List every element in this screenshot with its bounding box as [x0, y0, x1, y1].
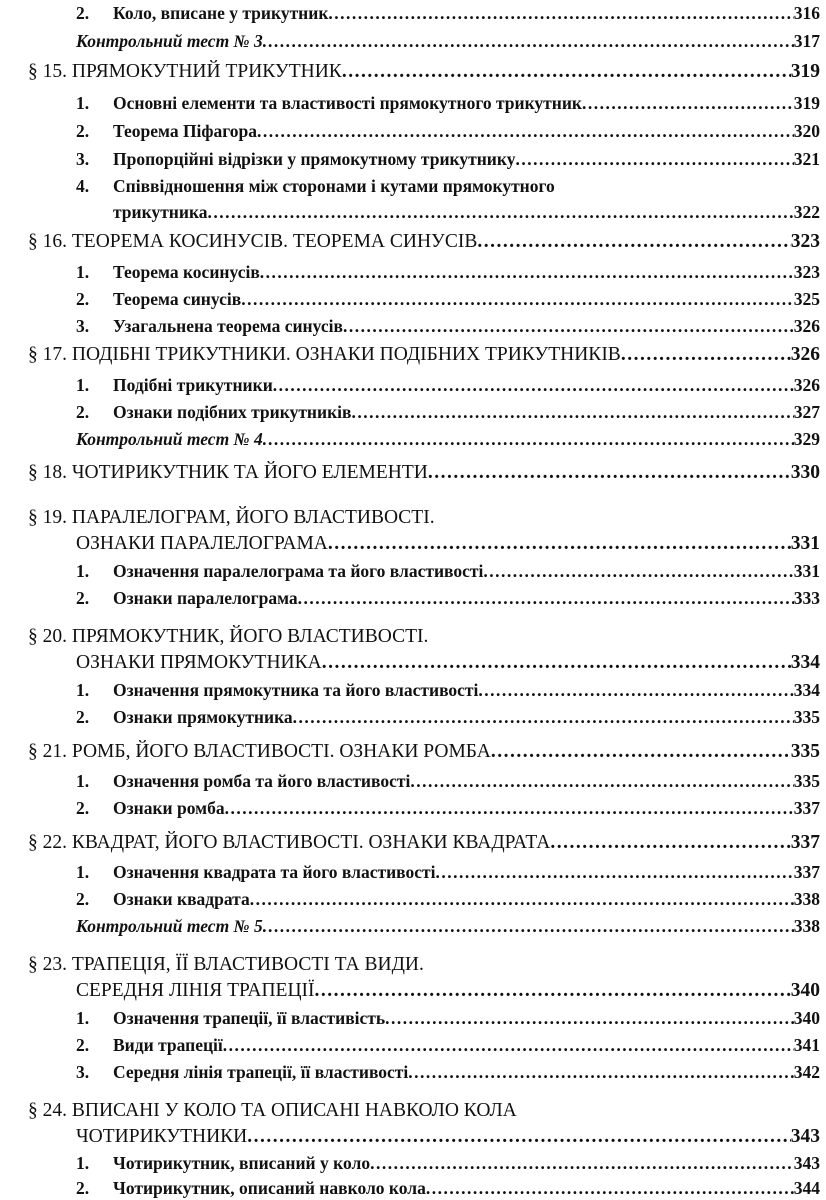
- entry-number: 2.: [76, 1178, 90, 1198]
- leader-dots: [515, 149, 793, 170]
- entry-title: Середня лінія трапеції, її властивості: [113, 1062, 409, 1082]
- page-number: 331: [793, 561, 820, 581]
- toc-entry: [76, 402, 820, 423]
- leader-dots: [273, 375, 794, 396]
- page-number: 343: [793, 1153, 820, 1173]
- leader-dots: [328, 3, 793, 24]
- entry-number: 3.: [76, 316, 90, 336]
- entry-number: 1.: [76, 93, 90, 113]
- entry-number: 2.: [76, 798, 90, 818]
- toc-entry: [76, 121, 820, 142]
- toc-section-continuation: [76, 533, 820, 555]
- page-number: 337: [790, 832, 820, 853]
- page-number: 327: [793, 402, 820, 422]
- section-title-continued: СЕРЕДНЯ ЛІНІЯ ТРАПЕЦІЇ: [76, 980, 315, 1001]
- page-number: 344: [793, 1178, 820, 1198]
- entry-title: Ознаки подібних трикутників: [113, 402, 352, 422]
- entry-number: 1.: [76, 680, 90, 700]
- section-title: § 20. ПРЯМОКУТНИК, ЙОГО ВЛАСТИВОСТІ.: [28, 626, 429, 647]
- page-number: 335: [793, 707, 820, 727]
- page-number: 338: [793, 916, 820, 936]
- entry-number: 2.: [76, 588, 90, 608]
- entry-title: Чотирикутник, описаний навколо кола: [113, 1178, 426, 1198]
- section-title: § 19. ПАРАЛЕЛОГРАМ, ЙОГО ВЛАСТИВОСТІ.: [28, 507, 435, 528]
- toc-entry: [76, 93, 820, 114]
- entry-number: 2.: [76, 289, 90, 309]
- entry-title: Означення трапеції, її властивість: [113, 1008, 386, 1028]
- page-number: 334: [790, 652, 820, 673]
- leader-dots: [257, 121, 794, 142]
- page-number: 316: [793, 3, 820, 23]
- toc-entry: [76, 680, 820, 701]
- leader-dots: [263, 429, 794, 450]
- toc-entry: [76, 1035, 820, 1056]
- entry-number: 1.: [76, 862, 90, 882]
- toc-entry: [76, 771, 820, 792]
- entry-number: 2.: [76, 3, 90, 23]
- leader-dots: [426, 1178, 794, 1199]
- section-title-continued: ЧОТИРИКУТНИКИ: [76, 1126, 248, 1147]
- entry-title: Означення квадрата та його властивості: [113, 862, 436, 882]
- section-title-continued: ОЗНАКИ ПРЯМОКУТНИКА: [76, 652, 322, 673]
- toc-entry-continuation: [113, 202, 820, 223]
- toc-section-entry: [28, 832, 820, 854]
- toc-entry: [76, 1153, 820, 1174]
- entry-title: Чотирикутник, вписаний у коло: [113, 1153, 371, 1173]
- entry-title: Означення прямокутника та його властивості: [113, 680, 479, 700]
- toc-section-entry: [28, 344, 820, 366]
- toc-entry: [76, 375, 820, 396]
- entry-title: Теорема косинусів: [113, 262, 260, 282]
- entry-title: Означення ромба та його властивості: [113, 771, 411, 791]
- page-number: 334: [793, 680, 820, 700]
- page-number: 340: [793, 1008, 820, 1028]
- page-number: 321: [793, 149, 820, 169]
- leader-dots: [491, 741, 791, 763]
- entry-number: 1.: [76, 375, 90, 395]
- entry-number: 1.: [76, 771, 90, 791]
- leader-dots: [343, 316, 794, 337]
- page-number: 335: [793, 771, 820, 791]
- leader-dots: [263, 916, 794, 937]
- toc-entry: [76, 262, 820, 283]
- entry-title: Ознаки квадрата: [113, 889, 250, 909]
- toc-section-continuation: [76, 980, 820, 1002]
- leader-dots: [241, 289, 794, 310]
- toc-test-entry: [76, 429, 820, 450]
- page-number: 320: [793, 121, 820, 141]
- section-title: § 16. ТЕОРЕМА КОСИНУСІВ. ТЕОРЕМА СИНУСІВ: [28, 231, 478, 252]
- toc-entry: [76, 707, 820, 728]
- section-title: § 24. ВПИСАНІ У КОЛО ТА ОПИСАНІ НАВКОЛО КОЛА: [28, 1100, 517, 1121]
- page-number: 341: [793, 1035, 820, 1055]
- section-title: § 18. ЧОТИРИКУТНИК ТА ЙОГО ЕЛЕМЕНТИ: [28, 462, 428, 483]
- page-number: 340: [790, 980, 820, 1001]
- toc-section-first-line: [28, 507, 820, 529]
- entry-title: Подібні трикутники: [113, 375, 273, 395]
- leader-dots: [322, 652, 791, 674]
- leader-dots: [621, 344, 791, 366]
- entry-number: 2.: [76, 1035, 90, 1055]
- entry-title: Пропорційні відрізки у прямокутному трикутнику: [113, 149, 516, 169]
- toc-section-continuation: [76, 652, 820, 674]
- leader-dots: [223, 1035, 794, 1056]
- toc-entry: [76, 1178, 820, 1199]
- leader-dots: [478, 680, 793, 701]
- toc-section-first-line: [28, 1100, 820, 1122]
- page-number: 333: [793, 588, 820, 608]
- toc-section-continuation: [76, 1126, 820, 1148]
- leader-dots: [582, 93, 794, 114]
- leader-dots: [263, 31, 794, 52]
- leader-dots: [435, 862, 793, 883]
- entry-title: Ознаки прямокутника: [113, 707, 293, 727]
- entry-number: 1.: [76, 1008, 90, 1028]
- leader-dots: [351, 402, 793, 423]
- entry-title: Ознаки ромба: [113, 798, 225, 818]
- toc-entry: [76, 316, 820, 337]
- toc-test-entry: [76, 916, 820, 937]
- entry-title: Теорема синусів: [113, 289, 242, 309]
- page-number: 335: [790, 741, 820, 762]
- toc-test-entry: [76, 31, 820, 52]
- leader-dots: [385, 1008, 794, 1029]
- page-number: 342: [793, 1062, 820, 1082]
- entry-title: Ознаки паралелограма: [113, 588, 298, 608]
- leader-dots: [298, 588, 794, 609]
- page-number: 343: [790, 1126, 820, 1147]
- section-title: § 15. ПРЯМОКУТНИЙ ТРИКУТНИК: [28, 61, 342, 82]
- entry-title: Означення паралелограма та його властивості: [113, 561, 484, 581]
- leader-dots: [225, 798, 794, 819]
- entry-number: 2.: [76, 402, 90, 422]
- toc-entry: [76, 561, 820, 582]
- toc-entry: [76, 588, 820, 609]
- section-title: § 21. РОМБ, ЙОГО ВЛАСТИВОСТІ. ОЗНАКИ РОМБА: [28, 741, 491, 762]
- toc-section-entry: [28, 231, 820, 253]
- page-number: 317: [793, 31, 820, 51]
- entry-number: 2.: [76, 889, 90, 909]
- page-number: 323: [790, 231, 820, 252]
- entry-title: Основні елементи та властивості прямокутного трикутник: [113, 93, 583, 113]
- page-number: 326: [793, 375, 820, 395]
- page-number: 319: [793, 93, 820, 113]
- entry-title: Співвідношення між сторонами і кутами прямокутного: [113, 176, 555, 196]
- section-title: § 23. ТРАПЕЦІЯ, ЇЇ ВЛАСТИВОСТІ ТА ВИДИ.: [28, 954, 424, 975]
- toc-entry: [76, 889, 820, 910]
- toc-entry: [76, 149, 820, 170]
- entry-title-continued: трикутника: [113, 202, 208, 222]
- entry-title: Види трапеції: [113, 1035, 223, 1055]
- leader-dots: [408, 1062, 794, 1083]
- entry-number: 3.: [76, 1062, 90, 1082]
- leader-dots: [428, 462, 791, 484]
- entry-number: 2.: [76, 121, 90, 141]
- toc-entry-first-line: [76, 176, 555, 197]
- entry-title: Теорема Піфагора: [113, 121, 258, 141]
- leader-dots: [328, 533, 791, 555]
- toc-entry: [76, 1062, 820, 1083]
- leader-dots: [342, 61, 791, 83]
- leader-dots: [293, 707, 794, 728]
- section-title: § 17. ПОДІБНІ ТРИКУТНИКИ. ОЗНАКИ ПОДІБНИХ ТРИКУТНИКІВ: [28, 344, 621, 365]
- page-number: 338: [793, 889, 820, 909]
- page-number: 331: [790, 533, 820, 554]
- leader-dots: [370, 1153, 794, 1174]
- page-number: 326: [790, 344, 820, 365]
- toc-section-entry: [28, 741, 820, 763]
- toc-section-first-line: [28, 954, 820, 976]
- entry-number: 4.: [76, 176, 90, 196]
- toc-section-first-line: [28, 626, 820, 648]
- toc-entry: [76, 798, 820, 819]
- entry-title: Контрольний тест № 5: [76, 916, 263, 936]
- page-number: 325: [793, 289, 820, 309]
- leader-dots: [260, 262, 794, 283]
- section-title-continued: ОЗНАКИ ПАРАЛЕЛОГРАМА: [76, 533, 328, 554]
- entry-number: 1.: [76, 561, 90, 581]
- page-number: 337: [793, 862, 820, 882]
- leader-dots: [208, 202, 794, 223]
- entry-title: Контрольний тест № 4: [76, 429, 263, 449]
- entry-title: Контрольний тест № 3: [76, 31, 263, 51]
- leader-dots: [247, 1126, 790, 1148]
- entry-title: Коло, вписане у трикутник: [113, 3, 329, 23]
- page-number: 337: [793, 798, 820, 818]
- page-number: 319: [790, 61, 820, 82]
- leader-dots: [250, 889, 794, 910]
- entry-number: 3.: [76, 149, 90, 169]
- toc-entry: [76, 289, 820, 310]
- toc-section-entry: [28, 462, 820, 484]
- leader-dots: [477, 231, 790, 253]
- leader-dots: [550, 832, 790, 854]
- toc-entry: [76, 1008, 820, 1029]
- entry-number: 2.: [76, 707, 90, 727]
- page-number: 326: [793, 316, 820, 336]
- toc-entry: [76, 862, 820, 883]
- toc-section-entry: [28, 61, 820, 83]
- toc-entry: [76, 3, 820, 24]
- page-number: 322: [793, 202, 820, 222]
- section-title: § 22. КВАДРАТ, ЙОГО ВЛАСТИВОСТІ. ОЗНАКИ КВАДРАТА: [28, 832, 551, 853]
- leader-dots: [410, 771, 793, 792]
- entry-number: 1.: [76, 1153, 90, 1173]
- leader-dots: [483, 561, 793, 582]
- entry-title: Узагальнена теорема синусів: [113, 316, 343, 336]
- page-number: 330: [790, 462, 820, 483]
- page-number: 323: [793, 262, 820, 282]
- leader-dots: [315, 980, 791, 1002]
- entry-number: 1.: [76, 262, 90, 282]
- page-number: 329: [793, 429, 820, 449]
